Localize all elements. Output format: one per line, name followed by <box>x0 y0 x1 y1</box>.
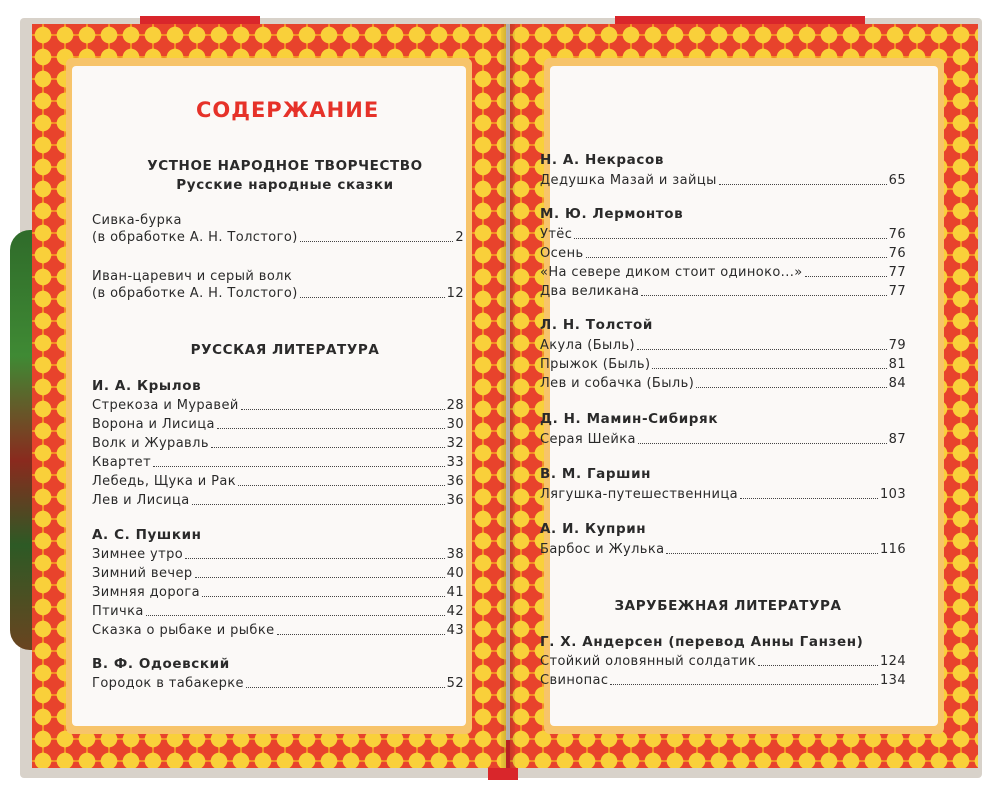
toc-entry-title: Городок в табакерке <box>92 676 244 691</box>
toc-entry-title: «На севере диком стоит одиноко...» <box>540 265 803 280</box>
author-name: И. А. Крылов <box>92 378 202 394</box>
toc-entry-page: 103 <box>879 487 906 502</box>
toc-entry-title: Волк и Журавль <box>92 436 209 451</box>
toc-entry-page: 52 <box>446 676 464 691</box>
toc-entry[interactable] <box>540 170 906 189</box>
toc-entry-page: 28 <box>446 398 464 413</box>
toc-entry-title: Квартет <box>92 455 152 470</box>
toc-entry-page: 77 <box>888 284 906 299</box>
toc-entry[interactable] <box>92 414 464 433</box>
toc-entry-title: Утёс <box>540 227 573 242</box>
author-name: Д. Н. Мамин-Сибиряк <box>540 411 719 427</box>
toc-entry-title: Зимний вечер <box>92 566 193 581</box>
toc-entry-title: Дедушка Мазай и зайцы <box>540 173 717 188</box>
toc-entry-title: Два великана <box>540 284 640 299</box>
toc-entry-page: 43 <box>446 623 464 638</box>
toc-entry-page: 2 <box>455 230 464 245</box>
toc-entry[interactable] <box>92 490 464 509</box>
book-gutter <box>501 24 515 768</box>
toc-entry-page: 32 <box>446 436 464 451</box>
toc-entry[interactable] <box>92 471 464 490</box>
toc-entry[interactable] <box>540 281 906 300</box>
toc-entry-title: Акула (Быль) <box>540 338 635 353</box>
toc-entry[interactable] <box>540 354 906 373</box>
toc-entry-title: Лев и Лисица <box>92 493 190 508</box>
toc-entry-page: 36 <box>446 493 464 508</box>
toc-entry[interactable] <box>540 224 906 243</box>
toc-entry[interactable] <box>540 429 906 448</box>
toc-entry-page: 38 <box>446 547 464 562</box>
toc-entry-title: Прыжок (Быль) <box>540 357 651 372</box>
toc-entry-page: 79 <box>888 338 906 353</box>
section-heading: РУССКАЯ ЛИТЕРАТУРА <box>190 342 380 358</box>
toc-entry-line1: Иван-царевич и серый волк <box>92 269 293 284</box>
toc-entry-title: Серая Шейка <box>540 432 636 447</box>
author-name: В. Ф. Одоевский <box>92 656 230 672</box>
toc-entry-page: 134 <box>879 673 906 688</box>
toc-entry[interactable] <box>540 670 906 689</box>
toc-entry[interactable] <box>540 243 906 262</box>
toc-entry-title: Стойкий оловянный солдатик <box>540 654 757 669</box>
toc-entry-title: Свинопас <box>540 673 609 688</box>
toc-entry[interactable] <box>92 601 464 620</box>
toc-entry[interactable] <box>92 563 464 582</box>
section-heading: УСТНОЕ НАРОДНОЕ ТВОРЧЕСТВО <box>147 158 423 174</box>
author-name: М. Ю. Лермонтов <box>540 206 684 222</box>
toc-entry-page: 30 <box>446 417 464 432</box>
toc-entry-title: Птичка <box>92 604 144 619</box>
toc-entry-title: Лебедь, Щука и Рак <box>92 474 237 489</box>
toc-entry-title: Зимнее утро <box>92 547 184 562</box>
toc-entry-page: 40 <box>446 566 464 581</box>
author-name: Л. Н. Толстой <box>540 317 653 333</box>
toc-entry[interactable] <box>92 582 464 601</box>
toc-entry[interactable] <box>540 484 906 503</box>
toc-entry-page: 65 <box>888 173 906 188</box>
toc-entry[interactable] <box>92 283 464 302</box>
author-name: Г. Х. Андерсен (перевод Анны Ганзен) <box>540 634 864 650</box>
toc-entry[interactable] <box>92 227 464 246</box>
author-name: А. И. Куприн <box>540 521 647 537</box>
toc-entry-page: 36 <box>446 474 464 489</box>
toc-entry[interactable] <box>540 539 906 558</box>
toc-entry-title: Зимняя дорога <box>92 585 201 600</box>
toc-entry-title: Сказка о рыбаке и рыбке <box>92 623 275 638</box>
toc-entry[interactable] <box>92 544 464 563</box>
toc-entry[interactable] <box>92 620 464 639</box>
toc-entry-page: 33 <box>446 455 464 470</box>
toc-entry-title: Стрекоза и Муравей <box>92 398 239 413</box>
toc-entry-page: 116 <box>879 542 906 557</box>
toc-entry-page: 124 <box>879 654 906 669</box>
toc-entry[interactable] <box>92 673 464 692</box>
toc-entry[interactable] <box>92 433 464 452</box>
toc-entry-title: Лягушка-путешественница <box>540 487 739 502</box>
toc-entry-page: 77 <box>888 265 906 280</box>
author-name: А. С. Пушкин <box>92 527 202 543</box>
toc-entry[interactable] <box>540 262 906 281</box>
author-name: Н. А. Некрасов <box>540 152 665 168</box>
toc-entry-title: Барбос и Жулька <box>540 542 665 557</box>
toc-entry-page: 87 <box>888 432 906 447</box>
toc-entry[interactable] <box>540 373 906 392</box>
toc-entry[interactable] <box>540 335 906 354</box>
section-subheading: Русские народные сказки <box>176 177 394 193</box>
toc-entry-page: 12 <box>446 286 464 301</box>
section-heading: ЗАРУБЕЖНАЯ ЛИТЕРАТУРА <box>614 598 842 614</box>
toc-entry-page: 76 <box>888 246 906 261</box>
toc-entry-page: 42 <box>446 604 464 619</box>
toc-entry-line1: Сивка-бурка <box>92 213 182 228</box>
page-title: СОДЕРЖАНИЕ <box>196 98 380 122</box>
toc-entry-page: 41 <box>446 585 464 600</box>
toc-entry-page: 76 <box>888 227 906 242</box>
toc-entry[interactable] <box>92 452 464 471</box>
toc-entry-title: (в обработке А. Н. Толстого) <box>92 230 298 245</box>
author-name: В. М. Гаршин <box>540 466 652 482</box>
toc-entry-title: Ворона и Лисица <box>92 417 215 432</box>
toc-entry-title: (в обработке А. Н. Толстого) <box>92 286 298 301</box>
toc-entry-page: 81 <box>888 357 906 372</box>
toc-entry[interactable] <box>540 651 906 670</box>
toc-entry-page: 84 <box>888 376 906 391</box>
toc-entry-title: Осень <box>540 246 584 261</box>
toc-entry[interactable] <box>92 395 464 414</box>
toc-entry-title: Лев и собачка (Быль) <box>540 376 695 391</box>
